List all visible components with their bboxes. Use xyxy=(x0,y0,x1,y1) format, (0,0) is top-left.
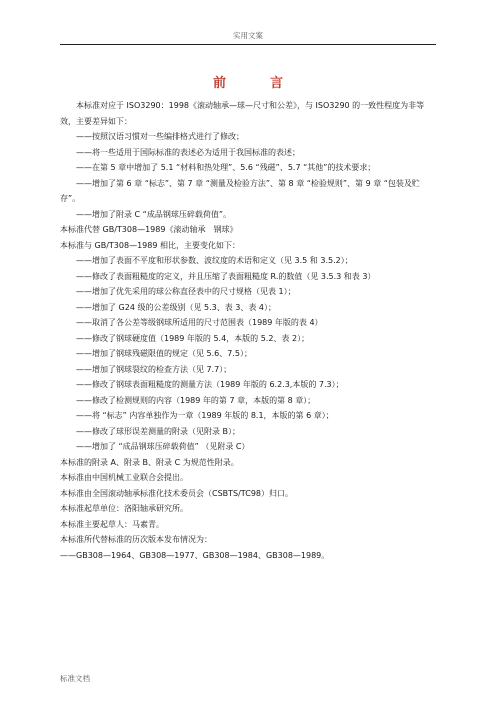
paragraph: ——GB308—1964、GB308—1977、GB308—1984、GB308—1989。 xyxy=(60,550,330,560)
page-footer: 标准文档 xyxy=(60,674,90,683)
paragraph: ——修改了钢球表面粗糙度的测量方法（1989 年版的 6.2.3,本版的 7.3）； xyxy=(76,380,344,389)
paragraph: ——增加了 G24 级的公差级别（见 5.3、表 3、表 4）； xyxy=(76,302,276,312)
paragraph: ——按照汉语习惯对一些编排格式进行了修改； xyxy=(76,132,244,141)
paragraph: ——增加了 “成品钢球压碎载荷值” （见附录 C） xyxy=(76,442,250,451)
paragraph: ——增加了第 6 章 “标志”、第 7 章 “测量及检验方法”、第 8 章 “检验规则”、第 9 章 “包装及贮存”。 xyxy=(60,178,420,203)
paragraph: ——增加了钢球裂纹的检查方法（见 7.7）； xyxy=(76,364,232,374)
paragraph: 本标准所代替标准的历次版本发布情况为： xyxy=(60,535,212,544)
paragraph: ——修改了钢球硬度值（1989 年版的 5.4，本版的 5.2、表 2）； xyxy=(76,333,310,343)
paragraph: 本标准由全国滚动轴承标准化技术委员会（CSBTS/TC98）归口。 xyxy=(60,488,293,498)
paragraph: ——增加了附录 C “成品钢球压碎载荷值”。 xyxy=(76,209,231,219)
header-rule xyxy=(60,44,436,45)
paragraph: ——在第 5 章中增加了 5.1 “材料和热处理”、5.6 “残磁”、5.7 “其他”的技术要求； xyxy=(76,163,376,172)
paragraph: ——增加了钢球残磁限值的规定（见 5.6、7.5）； xyxy=(76,349,252,358)
page-header: 实用文案 xyxy=(233,31,263,40)
paragraph: ——取消了各公差等级钢球所适用的尺寸范围表（1989 年版的表 4） xyxy=(76,318,323,327)
paragraph: 本标准的附录 A、附录 B、附录 C 为规范性附录。 xyxy=(60,457,239,467)
paragraph: 本标准代替 GB/T308—1989《滚动轴承 钢球》 xyxy=(60,225,238,234)
paragraph: 本标准对应于 ISO3290：1998《滚动轴承—球—尺寸和公差》，与 ISO3290 的一致性程度为非等效，主要差异如下： xyxy=(60,101,425,126)
paragraph: ——修改了检测规则的内容（1989 年的第 7 章，本版的第 8 章）； xyxy=(76,395,316,405)
paragraph: 本标准起草单位：洛阳轴承研究所。 xyxy=(60,504,188,513)
paragraph: ——将 “标志” 内容单独作为一章（1989 年版的 8.1，本版的第 6 章）； xyxy=(76,411,334,420)
paragraph: ——修改了球形误差测量的附录（见附录 B）； xyxy=(76,426,241,436)
paragraph: ——修改了表面粗糙度的定义，并且压缩了表面粗糙度 R.的数值（见 3.5.3 和表 3） xyxy=(76,271,376,281)
paragraph: ——增加了优先采用的球公称直径表中的尺寸规格（见表 1）； xyxy=(76,287,296,296)
paragraph: ——将一些适用于国际标准的表述必为适用于我国标准的表述； xyxy=(76,147,300,157)
paragraph: 本标准由中国机械工业联合会提出。 xyxy=(60,473,188,482)
paragraph: 本标准与 GB/T308—1989 相比，主要变化如下： xyxy=(60,240,240,250)
document-body xyxy=(60,98,440,563)
paragraph: 本标准主要起草人：马素青。 xyxy=(60,519,164,529)
page-title: 前言 xyxy=(212,76,327,91)
paragraph: ——增加了表面不平度和形状参数、波纹度的术语和定义（见 3.5 和 3.5.2）； xyxy=(76,256,353,265)
